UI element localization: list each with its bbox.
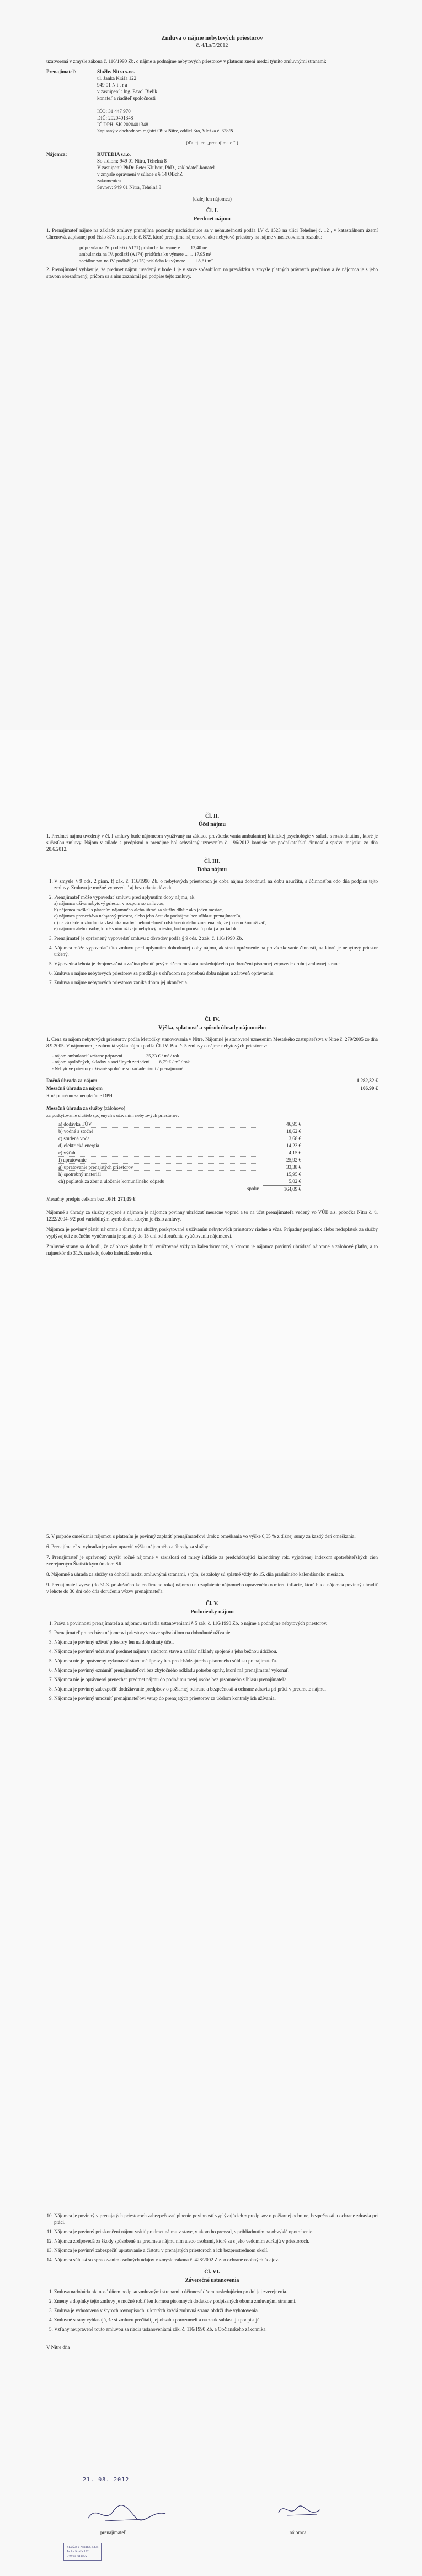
tenant-line: zakomenica [97,178,121,183]
page-2 [0,730,422,1460]
article-4-cont: 5. V prípade omeškania nájomcu s platením je povinný zaplatiť prenajímateľovi úrok z omeškania vo výške 0,05 % z dlžnej sumy za každý deň omeškania. [46,1533,356,1539]
services-intro: za poskytovanie služieb spojených s užívaním nebytových priestorov: [46,1112,179,1118]
landlord-details [97,68,233,134]
service-value: 46,95 € [286,1121,301,1127]
services-table [58,1121,378,1192]
landlord-block [46,68,378,134]
service-value: 14,23 € [286,1143,301,1148]
landlord-signature [83,2502,171,2526]
date-stamp: 21. 08. 2012 [83,2477,130,2483]
stamp-line: SLUŽBY NITRA, s.r.o. [67,2546,99,2549]
rate-item: - nájom ambulancií vrátane prípravní .................. 35,23 € / m² / rok [52,1052,179,1059]
services-note: (zálohovo) [104,1105,125,1111]
tenant-line: Sevnev: 949 01 Nitra, Tehelná 8 [97,185,162,190]
service-value: 15,95 € [286,1171,301,1177]
tenant-line: So sídlom: 949 01 Nitra, Tehelná 8 [97,158,167,164]
list-item: 6. Nájomca je povinný oznámiť prenajímateľovi bez zbytočného odkladu potrebu opráv, ktoré má prenajímateľ vykonať. [54,1667,378,1673]
service-name: ch) poplatok za zber a uloženie komunálneho odpadu [58,1178,259,1185]
list-item: 12. Nájomca zodpovedá za škody spôsobené na predmete nájmu ním alebo osobami, ktoré sa s jeho vedomím zdržujú v priestoroch. [54,2238,378,2244]
page-4 [0,2190,422,2576]
service-value: 18,62 € [286,1128,301,1134]
article-6-title: Záverečné ustanovenia [185,2277,239,2283]
contract-number: č. 4/Ls/5/2012 [196,42,228,48]
service-name: g) upratovanie prenajatých priestorov [58,1164,259,1171]
rate-item: - nájom spoločných, skladov a sociálnych zariadení ...... 8,79 € / m² / rok [52,1059,190,1065]
tenant-block [46,151,378,191]
tenant-line: RUTEDIA s.r.o. [97,152,131,157]
landlord-line: DIČ: 2020401348 [97,115,133,121]
monthly-total-label: Mesačný predpis celkom bez DPH: [46,1196,117,1202]
service-row [58,1164,301,1171]
article-2-para-1: 1. Predmet nájmu uvedený v čl. I zmluvy bude nájomcom využívaný na základe prevádzkovania ambulantnej klinickej psychológie v súlade s rozhodnutím , ktoré je súčasťou zmluvy. Nájom v súlade s predpismi o prenájme bol schválený uznesením č. 196/2012 komisie pre podnikateľskú činnosť a správu majetku zo dňa 20.6.2012. [46,833,378,852]
place-date-row [46,2344,378,2351]
area-list [79,244,378,264]
article-5-title: Podmienky nájmu [190,1609,234,1615]
annual-rent-label: Ročná úhrada za nájom [46,1078,98,1083]
article-4-para-2: Nájomné a úhrady za služby spojené s nájmom je nájomca povinný uhrádzať mesačne vopred a to na účet prenajímateľa vedený vo VÚB a.s. pobočka Nitra č. ú. 1222/2004-5/2 pod variabilným symbolom, ktorým je číslo zmluvy. [46,1209,378,1222]
landlord-line: ul. Janka Kráľa 122 [97,75,137,81]
sub-item: b) nájomca meškal s platením nájomného alebo úhrad za služby dlhšie ako jeden mesiac, [54,906,223,912]
monthly-total-value: 271,09 € [117,1196,136,1202]
article-4-number: Čl. IV. [204,1016,220,1023]
service-name: h) spotrebný materiál [58,1171,259,1178]
list-item: 4. Nájomca môže vypovedať túto zmluvu pred uplynutím dohodnutej doby nájmu, ak stratí oprávnenie na prevádzkovanie činnosti, na ktorú je nebytový priestor určený. [54,944,378,958]
stamp-line: Janka Kráľa 122 [67,2550,89,2553]
page-3 [0,1460,422,2190]
area-item: prípravňa na IV. podlaží (A171) prislúcha ku výmere ....... 12,40 m² [79,245,208,250]
landlord-line [97,101,233,108]
services-total-label: spolu: [247,1186,259,1191]
place-label: V Nitre dňa [46,2345,70,2350]
service-value: 4,15 € [289,1150,301,1155]
article-4-para-1: 1. Cena za nájom nebytových priestorov podľa Metodiky stanovovania v Nitre. Nájomné je stanovené uznesením Mestského zastupiteľstva v Nitre č. 279/2005 zo dňa 8.9.2005. V nájomnom je zahrnutá výška nájmu podľa Čl. IV. Bod č. 5 zmluvy o nájme nebytových priestorov: [46,1036,378,1049]
landlord-line: IČO: 31 447 970 [97,109,131,114]
article-5-list-cont [46,2212,378,2263]
service-value: 5,02 € [289,1179,301,1184]
contract-title: Zmluva o nájme nebytových priestorov [161,35,263,41]
service-row [58,1149,301,1157]
list-item: 3. Nájomca je povinný užívať priestory len na dohodnutý účel. [54,1639,378,1645]
article-4-para-4: Zmluvné strany sa dohodli, že zálohové platby budú vyúčtované vždy za kalendárny rok, v ktorom je nájomca povinný uhrádzať nájomné a zálohové platby, a to najneskôr do 31.5. nasledujúceho kalendárneho roka. [46,1244,378,1256]
article-4-para-3: Nájomca je povinný platiť nájomné a úhrady za služby, poskytované s užívaním nebytových priestorov riadne a včas. Prípadný preplatok alebo nedoplatok za služby vyplývajúci z ročného vyúčtovania je splatný do 15 dní od doručenia vyúčtovania nájomcovi. [46,1227,378,1239]
list-item: 11. Nájomca je povinný pri skončení nájmu vrátiť predmet nájmu v stave, v akom ho prevzal, s prihliadnutím na obvyklé opotrebenie. [54,2228,378,2235]
tenant-label: Nájomca: [46,152,67,157]
page-1 [0,0,422,730]
landlord-line: konateľ a riaditeľ spoločnosti [97,95,156,101]
service-name: b) vodné a stočné [58,1128,259,1135]
tenant-sign-label: nájomca [289,2530,307,2535]
list-item: 10. Nájomca je povinný v prenajatých priestoroch zabezpečovať plnenie povinností vyplývajúcich z predpisov o požiarnej ochrane, bezpečnosti a ochrane zdravia pri práci. [54,2212,378,2226]
landlord-line: v zastúpení : Ing. Pavol Bielik [97,89,157,94]
landlord-sign-label: prenajímateľ [100,2530,126,2535]
monthly-rent-label: Mesačná úhrada za nájom [46,1086,103,1091]
article-4-cont: 6. Prenajímateľ si vyhradzuje právo upraviť výšku nájomného a úhrady za služby: [46,1544,210,1549]
annual-rent-value: 1 282,32 € [356,1078,378,1083]
article-3-list [46,878,378,986]
sub-item: c) nájomca prenecháva nebytový priestor, alebo jeho časť do podnájmu bez súhlasu prenajímateľa, [54,913,242,919]
service-row [58,1135,301,1142]
list-item: 4. Zmluvné strany vyhlasujú, že si zmluvu prečítali, jej obsahu porozumeli a na znak súhlasu ju podpisujú. [54,2316,378,2323]
tenant-details [97,151,215,191]
tenant-signature [270,2499,331,2524]
landlord-signature-block [66,2528,160,2535]
landlord-line: Služby Nitra s.r.o. [97,69,135,74]
article-5-list [46,1620,378,1702]
list-item: 2. Zmeny a doplnky tejto zmluvy je možné robiť len formou písomných dodatkov podpísaných oboma zmluvnými stranami. [54,2298,378,2304]
list-item: 8. Nájomca je povinný zabezpečiť dodržiavanie predpisov o požiarnej ochrane a bezpečnosti a ochrane zdravia pri práci v predmete nájmu. [54,1686,378,1692]
service-value: 25,92 € [286,1157,301,1163]
landlord-label: Prenajímateľ: [46,69,77,74]
service-name: a) dodávka TÚV [58,1121,259,1128]
list-item [54,894,378,932]
list-item: 5. Nájomca nie je oprávnený vykonávať stavebné úpravy bez predchádzajúceho písomného súhlasu prenajímateľa. [54,1657,378,1664]
service-name: e) výťah [58,1149,259,1157]
landlord-line: IČ DPH: SK 2020401348 [97,122,148,127]
article-1-number: Čl. I. [206,208,218,214]
monthly-rent-note: K nájomnému sa neuplatňuje DPH [46,1093,113,1098]
list-item: 7. Nájomca nie je oprávnený prenechať predmet nájmu do podnájmu tretej osobe bez písomného súhlasu prenajímateľa. [54,1676,378,1683]
article-4-cont: 8. Nájomné a úhrada za služby sa dohodli medzi zmluvnými stranami, s tým, že zálohy sú splatné vždy do 15. dňa príslušného kalendárneho mesiaca. [46,1571,344,1577]
tenant-line: v zmysle oprávnení v súlade s § 14 OBchZ [97,171,183,177]
services-total-value: 164,09 € [263,1185,301,1192]
list-item: 13. Nájomca je povinný zabezpečiť upratovanie a čistotu v prenajatých priestoroch a ich bezprostrednom okolí. [54,2247,378,2254]
article-6-number: Čl. VI. [204,2269,220,2275]
list-item: 1. Práva a povinnosti prenajímateľa a nájomcu sa riadia ustanoveniami § 5 zák. č. 116/1990 Zb. o nájme a podnájme nebytových priestorov. [54,1620,378,1627]
list-item: 1. Zmluva nadobúda platnosť dňom podpisu zmluvnými stranami a účinnosť dňom nasledujúcim po dni jej zverejnenia. [54,2288,378,2295]
article-4-title: Výška, splatnosť a spôsob úhrady nájomného [158,1024,266,1031]
article-5-number: Čl. V. [205,1601,219,1607]
landlord-line: Zapísaný v obchodnom registri OS v Nitre, oddiel Sro, Vložka č. 638/N [97,128,234,133]
services-header [46,1105,378,1111]
article-4-cont: 7. Prenajímateľ je oprávnený zvýšiť ročné nájomné v závislosti od miery inflácie za predchádzajúci kalendárny rok, vyjadrenej indexom spotrebiteľských cien zverejneným Štatistickým úradom SR. [46,1554,378,1567]
rate-item: - Nebytové priestory užívané spoločne so zariadeniami / prenajímané [52,1065,184,1071]
article-3-title: Doba nájmu [197,867,227,873]
rate-list [52,1053,378,1072]
monthly-rent-value: 106,90 € [360,1086,378,1091]
list-item: 6. Zmluva o nájme nebytových priestorov sa predlžuje s ohľadom na potrebnú dobu nájmu a zároveň oprávnenie. [54,970,378,976]
service-value: 33,38 € [286,1164,301,1170]
article-1-title: Predmet nájmu [194,216,231,222]
tenant-signature-block [251,2528,345,2535]
article-1-para-2: 2. Prenajímateľ vyhlasuje, že predmet nájmu uvedený v bode 1 je v stave spôsobilom na prevádzku v zmysle platných právnych predpisov a že nájomca je s jeho stavom oboznámený, pričom sa s ním zoznámil pri podpise tejto zmluvy. [46,267,378,279]
stamp-line: 949 01 NITRA [67,2555,87,2558]
service-name: f) upratovanie [58,1157,259,1164]
article-1-para-1: 1. Prenajímateľ nájme na základe zmluvy prenajíma pozemky nachádzajúce sa v nehnuteľnosti podľa LV č. 1523 na ulici Tehelnej č. 12 , v katastrálnom území Chrenová, zapísanej pod číslo 875, na parcele č. 872, ktoré prenajíma nájomcovi ako nebytové priestory na nájme v nasledovnom rozsahu: [46,228,378,240]
sub-item: e) nájomca alebo osoby, ktoré s ním užívajú nebytový priestor, hrubo porušujú pokoj a poriadok. [54,926,238,931]
list-item: 2. Prenajímateľ prenecháva nájomcovi priestory v stave spôsobilom na dohodnuté užívanie. [54,1629,378,1636]
article-3-number: Čl. III. [204,858,221,865]
service-row [58,1157,301,1164]
list-item-text: Prenajímateľ môže vypovedať zmluvu pred uplynutím doby nájmu, ak: [54,894,196,900]
service-row [58,1121,301,1128]
landlord-footer: (ďalej len „prenajímateľ“) [186,140,238,145]
service-row [58,1128,301,1135]
article-6-list [46,2288,378,2332]
list-item: 1. V zmysle § 9 ods. 2 písm. f) zák. č. 116/1990 Zb. o nebytových priestoroch je doba nájmu dohodnutá na dobu neurčitú, s účinnosťou odo dňa podpisu tejto zmluvy. Zmluvu je možné vypovedať aj bez udania dôvodu. [54,878,378,891]
list-item: 14. Nájomca súhlasí so spracovaním osobných údajov v zmysle zákona č. 428/2002 Z.z. o ochrane osobných údajov. [54,2256,378,2263]
tenant-footer: (ďalej len nájomca) [193,196,232,202]
service-value: 3,68 € [289,1136,301,1141]
monthly-total-row [46,1196,378,1202]
area-item: sociálne zar. na IV. podlaží (A175) prislúcha ku výmere ....... 18,61 m² [79,258,213,263]
service-name: d) elektrická energia [58,1142,259,1149]
list-item: 5. Vzťahy neupravené touto zmluvou sa riadia ustanoveniami zák. č. 116/1990 Zb. a Občianskeho zákonníka. [54,2326,378,2332]
list-item: 7. Zmluva o nájme nebytových priestorov zaniká dňom jej ukončenia. [54,979,378,986]
service-row [58,1142,301,1149]
service-row [58,1178,301,1185]
services-total-row [58,1185,301,1192]
article-2-number: Čl. II. [205,813,220,819]
contract-intro: uzatvorená v zmysle zákona č. 116/1990 Zb. o nájme a podnájme nebytových priestorov v platnom znení medzi týmito zmluvnými stranami: [46,58,327,64]
list-item: 4. Nájomca je povinný udržiavať predmet nájmu v riadnom stave a znášať náklady spojené s jeho bežnou údržbou. [54,1648,378,1655]
sub-item: d) na základe rozhodnutia vlastníka má byť nehnuteľnosť odstránená alebo zmenená tak, že ju nemožno užívať, [54,919,266,925]
list-item: 3. Zmluva je vyhotovená v štyroch rovnopisoch, z ktorých každá zmluvná strana obdrží dve vyhotovenia. [54,2307,378,2314]
article-2-title: Účel nájmu [198,822,226,828]
monthly-rent-row [46,1085,378,1092]
area-item: ambulancia na IV. podlaží (A174) prislúcha ku výmere ....... 17,95 m² [79,251,211,257]
service-name: c) studená voda [58,1135,259,1142]
annual-rent-row [46,1077,378,1084]
service-row [58,1171,301,1178]
services-label: Mesačná úhrada za služby [46,1105,103,1111]
article-4-cont: 9. Prenajímateľ vyzve (do 31.3. príslušného kalendárneho roka) nájomcu na zaplatenie nájomného upraveného o mieru inflácie, ktoré bude nájomca povinný uhradiť v lehote do 30 dní odo dňa doručenia výzvy prenajímateľa. [46,1582,378,1594]
sub-item: a) nájomca užíva nebytový priestor v rozpore so zmluvou, [54,900,165,906]
landlord-line: 949 01 N i t r a [97,82,127,88]
list-item: 3. Prenajímateľ je oprávnený vypovedať zmluvu z dôvodov podľa § 9 ods. 2 zák. č. 116/1990 Zb. [54,935,378,942]
company-stamp [63,2543,102,2561]
list-item: 5. Výpovedná lehota je dvojmesačná a začína plynúť prvým dňom mesiaca nasledujúceho po doručení písomnej výpovede druhej zmluvnej strane. [54,960,378,967]
tenant-line: V zastúpení: PhDr. Peter Klubert, PhD., zakladateľ-konateľ [97,165,216,170]
list-item: 9. Nájomca je povinný umožniť prenajímateľovi vstup do prenajatých priestorov za účelom kontroly ich užívania. [54,1695,378,1702]
